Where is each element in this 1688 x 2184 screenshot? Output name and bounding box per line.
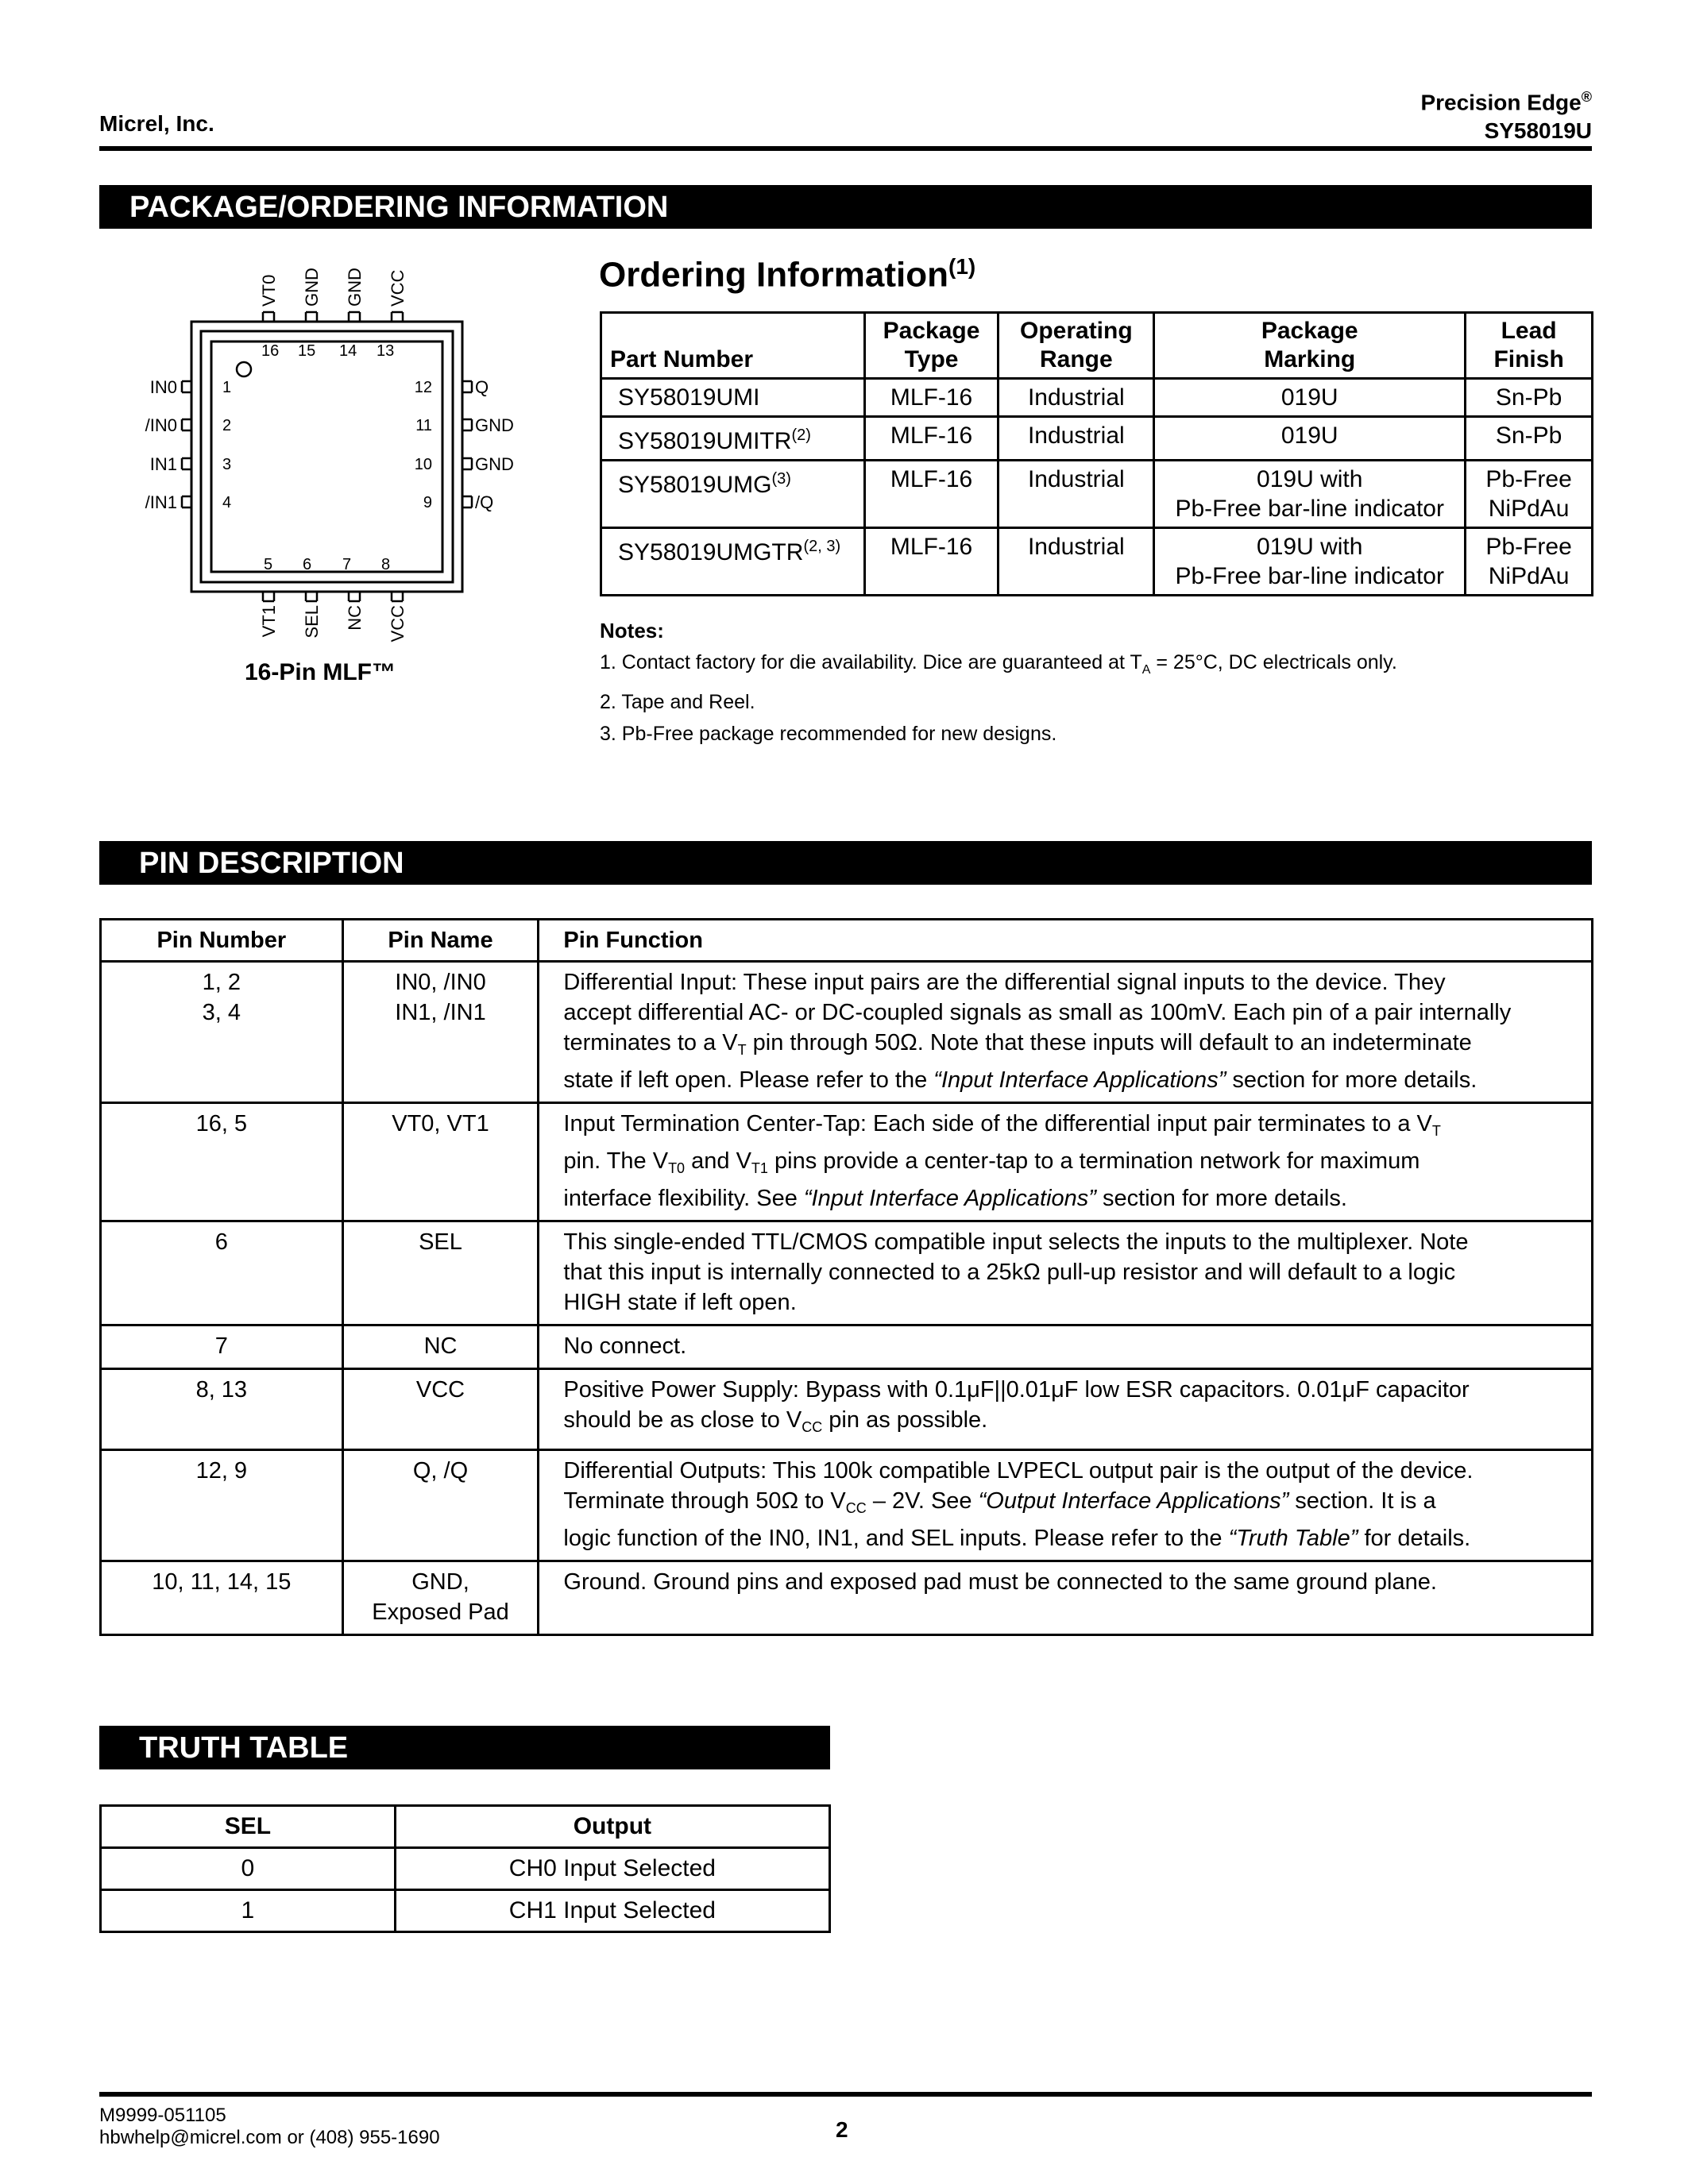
col-operating-range	[999, 313, 1154, 379]
pin-number-6: 6	[303, 556, 312, 573]
finish-line-1: Pb-Free	[1485, 466, 1572, 492]
ordering-title-text: Ordering Information	[599, 255, 948, 295]
pin-label-q-bar: /Q	[475, 492, 494, 512]
pin-number-14: 14	[339, 342, 357, 360]
function-text: pin as possible.	[822, 1407, 988, 1433]
pin-number-cell: 7	[101, 1325, 343, 1369]
pin-label-sel: SEL	[302, 605, 322, 639]
range-cell: Industrial	[999, 379, 1154, 417]
pin-number-cell: 12, 9	[101, 1450, 343, 1561]
pin-label-in1-bar: /IN1	[145, 492, 177, 512]
pin-number-7: 7	[342, 556, 352, 573]
part-cell	[601, 379, 865, 417]
part-note: (3)	[771, 470, 791, 488]
pin-row	[101, 1103, 1593, 1221]
pin-row	[101, 962, 1593, 1103]
ordering-row	[601, 528, 1593, 596]
type-cell: MLF-16	[864, 461, 999, 528]
pin-row	[101, 1325, 1593, 1369]
part-note: (2)	[791, 426, 811, 444]
pin-function-cell	[539, 1103, 1593, 1221]
pin-name-cell: Q, /Q	[342, 1450, 539, 1561]
col-package-marking-1: Package	[1261, 318, 1358, 344]
pin-function-cell	[539, 962, 1593, 1103]
marking-line-1: 019U with	[1257, 466, 1363, 492]
part-cell	[601, 461, 865, 528]
col-part-number: Part Number	[601, 313, 865, 379]
ordering-notes	[600, 615, 1397, 750]
function-sub: T1	[751, 1160, 768, 1176]
function-line	[563, 1109, 1582, 1146]
pin-row	[101, 1561, 1593, 1635]
pin-name-cell: NC	[342, 1325, 539, 1369]
marking-line-2: Pb-Free bar-line indicator	[1175, 496, 1444, 522]
pin-function-cell	[539, 1325, 1593, 1369]
note-2: 2. Tape and Reel.	[600, 691, 755, 713]
header-rule	[99, 146, 1592, 151]
function-text: terminates to a V	[563, 1030, 738, 1055]
truth-table	[99, 1804, 831, 1933]
part-name: SY58019UMI	[618, 384, 760, 411]
pin-number-12: 12	[414, 379, 432, 396]
section-bar-package	[99, 185, 1592, 229]
range-cell: Industrial	[999, 528, 1154, 596]
function-text: section. It is a	[1288, 1488, 1436, 1514]
pin-number-15: 15	[298, 342, 316, 360]
pin-name-cell: VCC	[342, 1369, 539, 1450]
function-line: Positive Power Supply: Bypass with 0.1μF||0.01μF low ESR capacitors. 0.01μF capacitor	[563, 1377, 1470, 1403]
col-pin-name: Pin Name	[342, 920, 539, 962]
footer-rule	[99, 2092, 1592, 2097]
finish-cell: Sn-Pb	[1466, 379, 1593, 417]
col-package-type-2: Type	[904, 346, 959, 372]
function-ref: “Truth Table”	[1228, 1526, 1358, 1551]
function-text: logic function of the IN0, IN1, and SEL inputs. Please refer to the	[563, 1526, 1229, 1551]
pin-label-gnd-14: GND	[345, 268, 365, 307]
range-cell: Industrial	[999, 417, 1154, 461]
pin-label-gnd-15: GND	[302, 268, 322, 307]
col-package-type	[864, 313, 999, 379]
truth-row	[101, 1848, 830, 1890]
header-product	[1420, 83, 1592, 145]
output-cell: CH1 Input Selected	[395, 1890, 829, 1932]
part-note: (2, 3)	[803, 538, 841, 555]
function-line: No connect.	[563, 1333, 687, 1359]
function-sub: T0	[668, 1160, 686, 1176]
truth-row	[101, 1890, 830, 1932]
pin-function-cell	[539, 1369, 1593, 1450]
pin-number-cell	[101, 962, 343, 1103]
function-text: Terminate through 50Ω to V	[563, 1488, 846, 1514]
pin-number-line: 3, 4	[202, 1000, 241, 1025]
pin-header-row	[101, 920, 1593, 962]
function-ref: “Input Interface Applications”	[933, 1067, 1226, 1093]
marking-line-2: Pb-Free bar-line indicator	[1175, 563, 1444, 589]
pin1-marker-icon	[237, 362, 251, 376]
footer-left	[99, 2105, 440, 2149]
function-line	[563, 1065, 1582, 1095]
type-cell: MLF-16	[864, 379, 999, 417]
finish-cell	[1466, 528, 1593, 596]
pin-label-gnd-11: GND	[475, 415, 514, 435]
pin-row	[101, 1221, 1593, 1325]
pin-label-in1: IN1	[149, 454, 177, 474]
function-text: for details.	[1358, 1526, 1471, 1551]
pin-label-vcc-13: VCC	[388, 269, 408, 307]
function-ref: “Input Interface Applications”	[803, 1186, 1096, 1211]
function-sub: T	[737, 1042, 747, 1058]
type-cell: MLF-16	[864, 417, 999, 461]
pin-row	[101, 1450, 1593, 1561]
col-lead-finish	[1466, 313, 1593, 379]
finish-line-1: Pb-Free	[1485, 534, 1572, 560]
part-name: SY58019UMGTR	[618, 539, 804, 565]
pin-number-16: 16	[261, 342, 280, 360]
pin-row	[101, 1369, 1593, 1450]
pin-label-in0: IN0	[149, 377, 177, 397]
function-line: Ground. Ground pins and exposed pad must be connected to the same ground plane.	[563, 1569, 1437, 1595]
pin-name-cell: VT0, VT1	[342, 1103, 539, 1221]
right-pin-stubs	[462, 381, 472, 507]
pin-name-cell: SEL	[342, 1221, 539, 1325]
pin-function-cell	[539, 1561, 1593, 1635]
note-3: 3. Pb-Free package recommended for new designs.	[600, 723, 1057, 745]
marking-cell	[1154, 528, 1466, 596]
function-text: Input Termination Center-Tap: Each side of the differential input pair terminates to a V	[563, 1111, 1432, 1136]
page-number: 2	[836, 2117, 848, 2142]
pin-label-vt0: VT0	[259, 274, 279, 307]
pin-name-line: IN1, /IN1	[395, 1000, 486, 1025]
part-cell	[601, 528, 865, 596]
section-bar-truth-table	[99, 1726, 830, 1769]
registered-mark: ®	[1581, 89, 1592, 105]
marking-line-1: 019U with	[1257, 534, 1363, 560]
ordering-row	[601, 417, 1593, 461]
col-package-marking	[1154, 313, 1466, 379]
marking-cell	[1154, 461, 1466, 528]
pin-name-cell	[342, 962, 539, 1103]
function-line: that this input is internally connected to a 25kΩ pull-up resistor and will default to a logic	[563, 1260, 1456, 1285]
marking-cell: 019U	[1154, 417, 1466, 461]
function-text: pins provide a center-tap to a termination network for maximum	[767, 1148, 1420, 1174]
footer-doc-number: M9999-051105	[99, 2105, 226, 2126]
note-1-text: 1. Contact factory for die availability. Dice are guaranteed at T	[600, 651, 1142, 673]
function-line	[563, 1405, 1582, 1442]
pin-label-in0-bar: /IN0	[145, 415, 177, 435]
pin-name-line: GND,	[411, 1569, 469, 1595]
part-cell	[601, 417, 865, 461]
function-text: should be as close to V	[563, 1407, 802, 1433]
pin-function-cell	[539, 1450, 1593, 1561]
notes-title: Notes:	[600, 619, 664, 642]
function-line: Differential Outputs: This 100k compatible LVPECL output pair is the output of the device.	[563, 1458, 1474, 1484]
pin-number-2: 2	[222, 417, 232, 434]
part-number: SY58019U	[1484, 118, 1592, 144]
pin-function-cell	[539, 1221, 1593, 1325]
function-line: This single-ended TTL/CMOS compatible input selects the inputs to the multiplexer. Note	[563, 1229, 1469, 1255]
pin-label-nc: NC	[345, 605, 365, 631]
function-text: interface flexibility. See	[563, 1186, 804, 1211]
col-package-marking-2: Marking	[1264, 346, 1356, 372]
type-cell: MLF-16	[864, 528, 999, 596]
function-line	[563, 1523, 1582, 1553]
section-title-pin-description: PIN DESCRIPTION	[139, 847, 404, 880]
pin-label-gnd-10: GND	[475, 454, 514, 474]
pin-number-cell: 10, 11, 14, 15	[101, 1561, 343, 1635]
function-text: section for more details.	[1095, 1186, 1347, 1211]
pin-label-vcc-8: VCC	[388, 605, 408, 642]
top-pin-stubs	[263, 312, 403, 322]
pin-number-11: 11	[415, 417, 432, 434]
col-lead-finish-1: Lead	[1501, 318, 1557, 344]
pin-number-9: 9	[423, 494, 432, 511]
pin-number-cell: 6	[101, 1221, 343, 1325]
pin-number-4: 4	[222, 494, 232, 511]
col-pin-function: Pin Function	[539, 920, 1593, 962]
section-title-truth-table: TRUTH TABLE	[139, 1731, 349, 1765]
package-diagram	[143, 254, 514, 642]
pin-number-5: 5	[264, 556, 273, 573]
sel-cell: 1	[101, 1890, 396, 1932]
company-name: Micrel, Inc.	[99, 111, 214, 136]
pin-number-3: 3	[222, 456, 232, 473]
ordering-header-row	[601, 313, 1593, 379]
function-text: and V	[685, 1148, 751, 1174]
function-line	[563, 1028, 1582, 1065]
pin-number-10: 10	[414, 456, 432, 473]
pin-table	[99, 918, 1593, 1636]
finish-cell: Sn-Pb	[1466, 417, 1593, 461]
function-sub: CC	[845, 1500, 867, 1516]
function-text: pin. The V	[563, 1148, 669, 1174]
function-line: Differential Input: These input pairs are the differential signal inputs to the device. They	[563, 970, 1446, 995]
left-pin-stubs	[182, 381, 191, 507]
function-text: section for more details.	[1226, 1067, 1477, 1093]
col-pin-number: Pin Number	[101, 920, 343, 962]
bottom-pin-stubs	[263, 592, 403, 601]
function-line: accept differential AC- or DC-coupled signals as small as 100mV. Each pin of a pair internally	[563, 1000, 1512, 1025]
pin-number-13: 13	[377, 342, 395, 360]
package-caption: 16-Pin MLF™	[245, 659, 396, 685]
note-1-text-end: = 25°C, DC electricals only.	[1150, 651, 1397, 673]
col-operating-range-2: Range	[1039, 346, 1113, 372]
section-title-package: PACKAGE/ORDERING INFORMATION	[129, 191, 669, 224]
part-name: SY58019UMITR	[618, 428, 792, 454]
ordering-row	[601, 461, 1593, 528]
function-text: – 2V. See	[866, 1488, 979, 1514]
note-1-sub: A	[1141, 663, 1151, 677]
truth-header-row	[101, 1806, 830, 1848]
section-bar-pin-description	[99, 841, 1592, 885]
pin-number-8: 8	[381, 556, 391, 573]
function-sub: CC	[802, 1419, 823, 1435]
col-output: Output	[395, 1806, 829, 1848]
ordering-title-note: (1)	[948, 254, 976, 279]
pin-number-1: 1	[222, 379, 232, 396]
pin-name-line: Exposed Pad	[372, 1599, 509, 1625]
ordering-table	[600, 311, 1593, 596]
pin-number-cell: 8, 13	[101, 1369, 343, 1450]
output-cell: CH0 Input Selected	[395, 1848, 829, 1890]
function-text: pin through 50Ω. Note that these inputs will default to an indeterminate	[746, 1030, 1472, 1055]
function-line	[563, 1183, 1582, 1214]
finish-cell	[1466, 461, 1593, 528]
pin-number-line: 1, 2	[202, 970, 241, 995]
function-line	[563, 1146, 1582, 1183]
range-cell: Industrial	[999, 461, 1154, 528]
marking-cell: 019U	[1154, 379, 1466, 417]
pin-number-cell: 16, 5	[101, 1103, 343, 1221]
pin-label-vt1: VT1	[259, 605, 279, 638]
function-line	[563, 1486, 1582, 1523]
sel-cell: 0	[101, 1848, 396, 1890]
function-sub: T	[1431, 1123, 1441, 1139]
pin-name-cell	[342, 1561, 539, 1635]
function-ref: “Output Interface Applications”	[978, 1488, 1289, 1514]
note-1	[600, 646, 1397, 686]
pin-name-line: IN0, /IN0	[395, 970, 486, 995]
col-package-type-1: Package	[883, 318, 980, 344]
finish-line-2: NiPdAu	[1488, 496, 1570, 522]
function-text: state if left open. Please refer to the	[563, 1067, 934, 1093]
ordering-title	[599, 254, 975, 295]
col-lead-finish-2: Finish	[1493, 346, 1564, 372]
function-line: HIGH state if left open.	[563, 1290, 797, 1315]
col-sel: SEL	[101, 1806, 396, 1848]
pin-label-q: Q	[475, 377, 489, 397]
ordering-row	[601, 379, 1593, 417]
product-line: Precision Edge	[1420, 90, 1582, 115]
footer-contact: hbwhelp@micrel.com or (408) 955-1690	[99, 2127, 440, 2148]
finish-line-2: NiPdAu	[1488, 563, 1570, 589]
part-name: SY58019UMG	[618, 472, 772, 498]
col-operating-range-1: Operating	[1019, 318, 1133, 344]
